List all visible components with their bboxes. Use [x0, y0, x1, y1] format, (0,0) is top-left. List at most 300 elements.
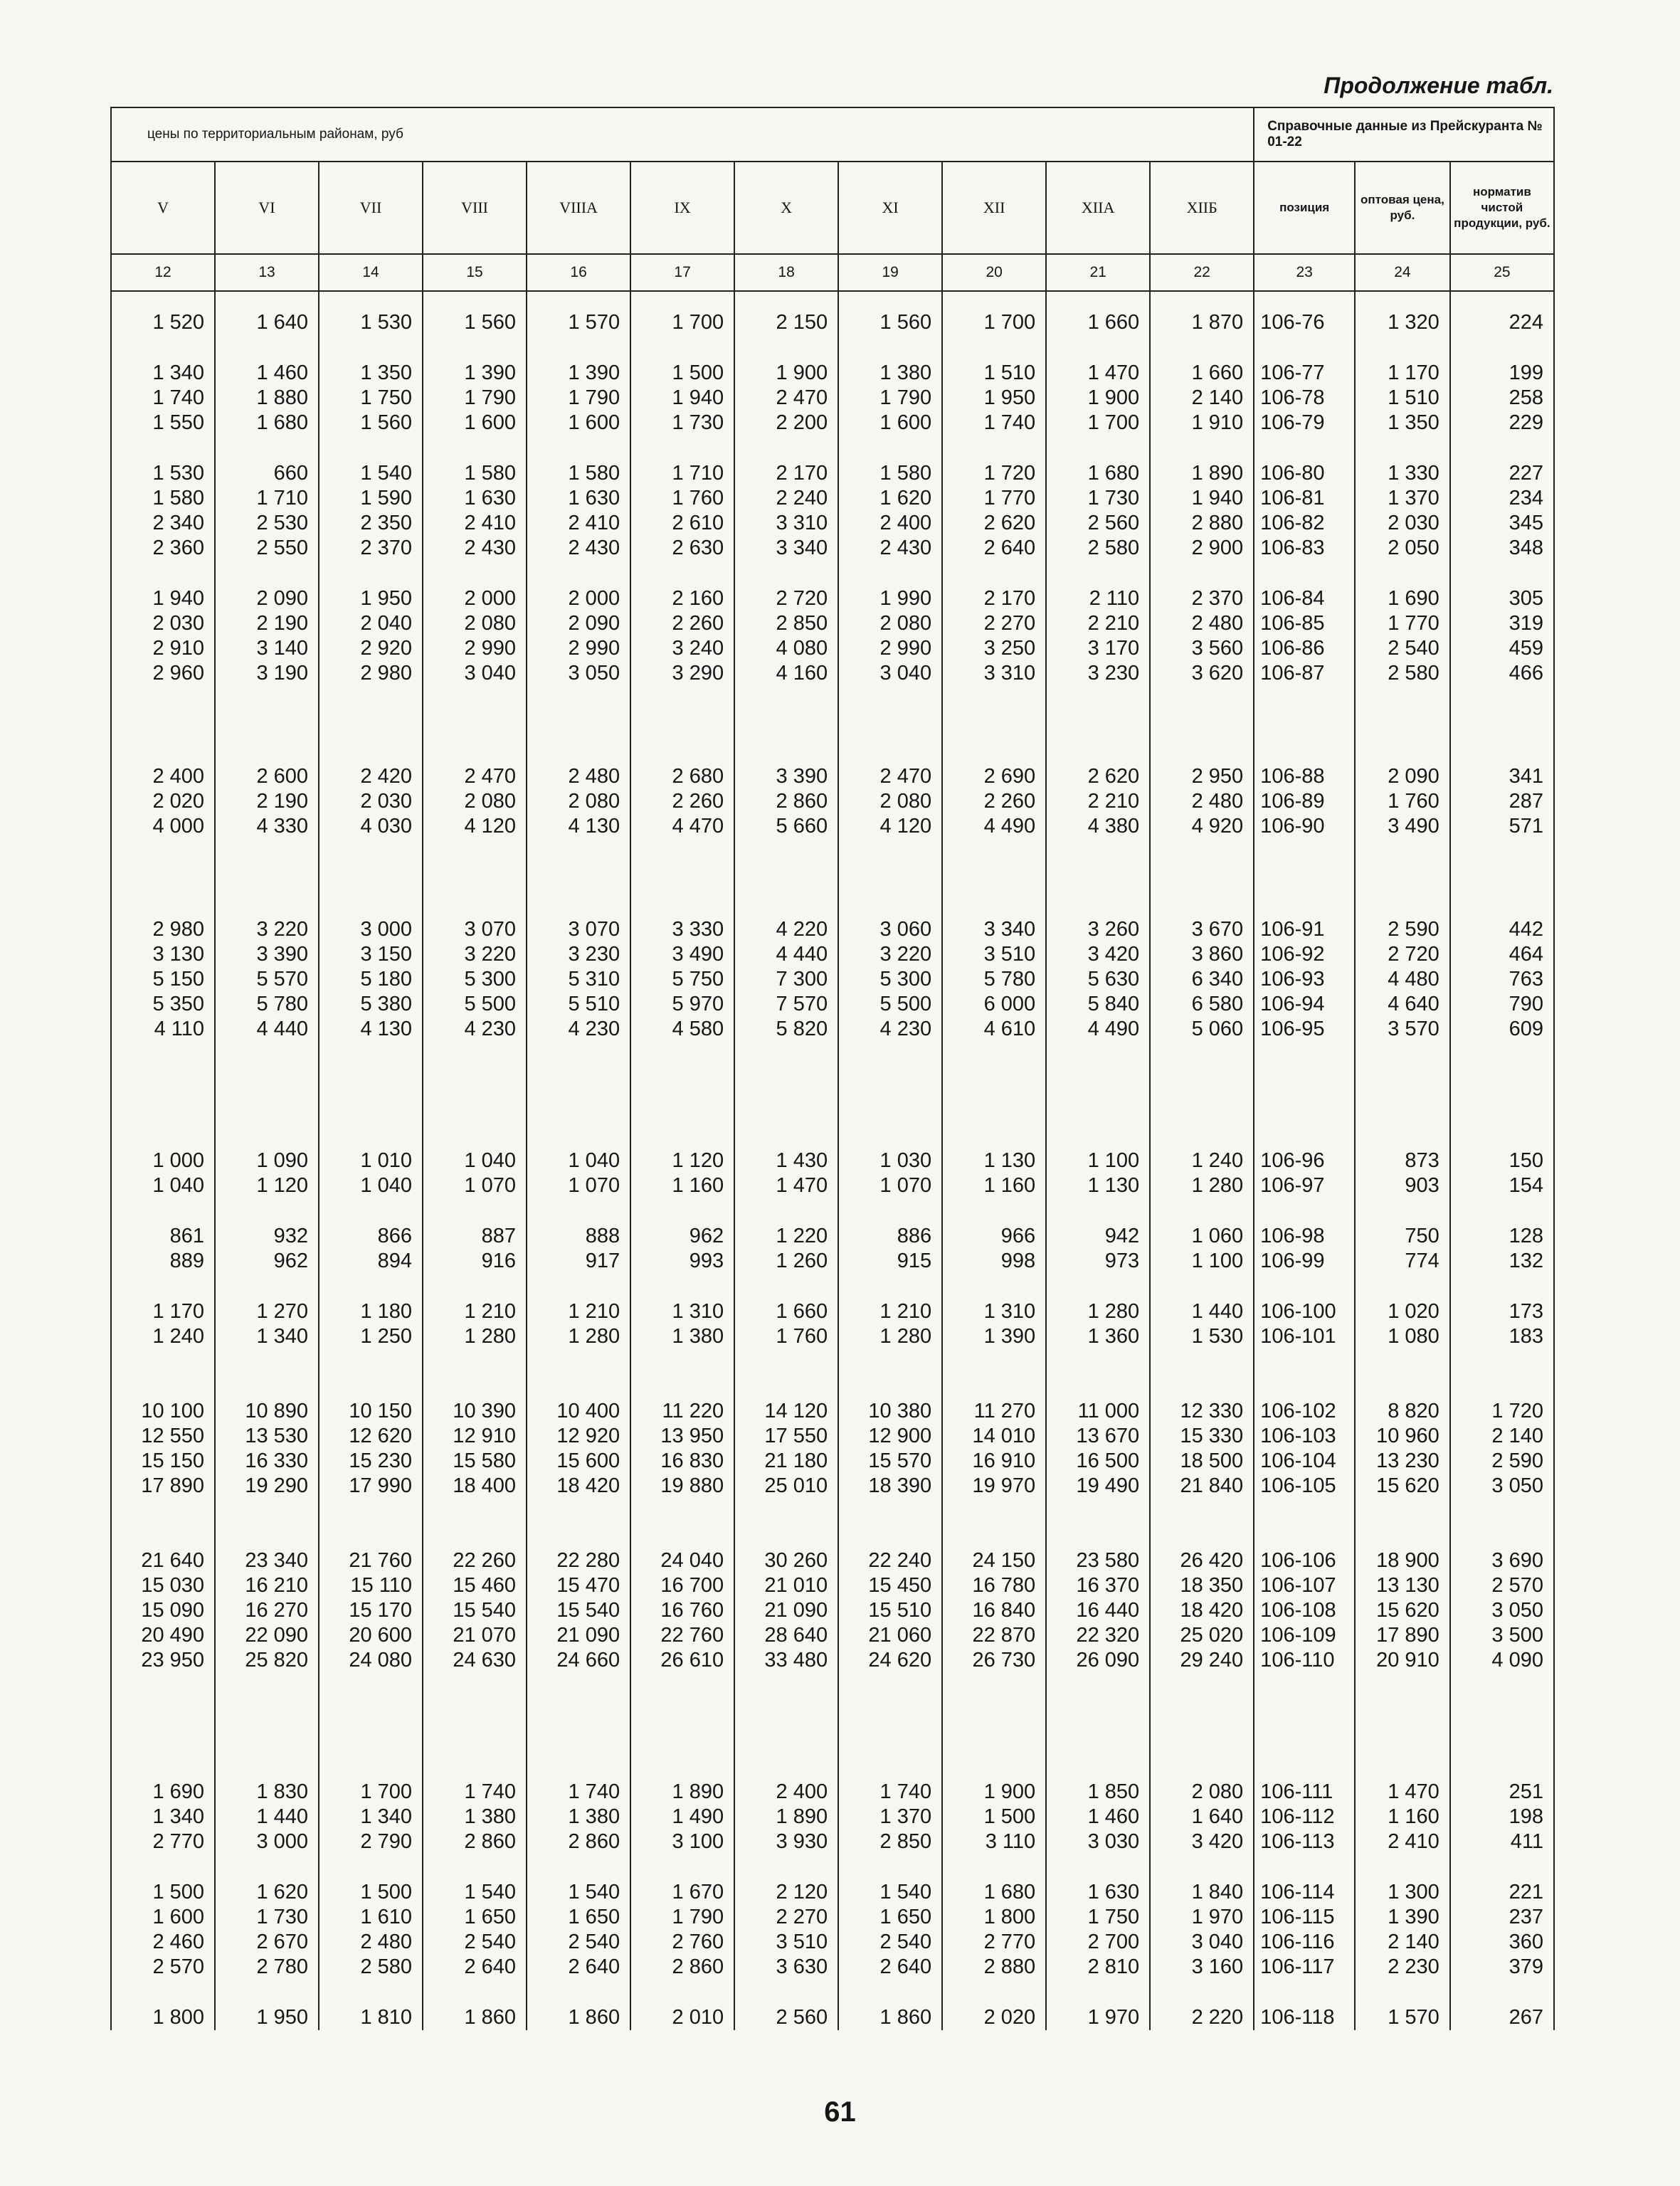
table-cell: 1 970 — [1150, 1905, 1254, 1930]
table-cell: 1 640 — [215, 291, 319, 335]
table-cell: 1 500 — [319, 1854, 423, 1905]
table-cell: 2 470 — [734, 386, 838, 411]
position-cell: 106-84 — [1254, 561, 1355, 611]
table-cell: 16 780 — [942, 1573, 1046, 1598]
table-cell: 1 680 — [942, 1854, 1046, 1905]
table-cell: 16 760 — [630, 1598, 734, 1623]
table-cell: 4 440 — [215, 1017, 319, 1042]
table-cell: 2 640 — [527, 1955, 630, 1980]
table-cell: 1 020 — [1355, 1274, 1450, 1324]
price-table-wrapper — [110, 107, 1555, 2030]
table-cell: 2 560 — [734, 1980, 838, 2030]
table-cell: 21 760 — [319, 1499, 423, 1573]
table-cell: 1 790 — [423, 386, 527, 411]
table-row — [111, 611, 1554, 636]
table-cell: 1 500 — [942, 1805, 1046, 1829]
column-number: 21 — [1046, 254, 1150, 291]
table-cell: 221 — [1450, 1854, 1554, 1905]
table-cell: 4 380 — [1046, 814, 1150, 839]
table-cell: 2 620 — [1046, 686, 1150, 789]
table-cell: 2 370 — [1150, 561, 1254, 611]
table-cell: 6 000 — [942, 992, 1046, 1017]
table-cell: 33 480 — [734, 1648, 838, 1673]
table-cell: 998 — [942, 1249, 1046, 1274]
table-cell: 1 340 — [215, 1324, 319, 1349]
table-cell: 24 150 — [942, 1499, 1046, 1573]
price-table — [110, 107, 1555, 2030]
table-cell: 3 040 — [423, 661, 527, 686]
table-cell: 2 580 — [319, 1955, 423, 1980]
table-cell: 15 540 — [527, 1598, 630, 1623]
table-cell: 1 600 — [423, 411, 527, 435]
table-cell: 2 090 — [215, 561, 319, 611]
table-row — [111, 1042, 1554, 1173]
table-cell: 15 580 — [423, 1449, 527, 1474]
table-cell: 3 140 — [215, 636, 319, 661]
table-cell: 1 380 — [630, 1324, 734, 1349]
table-cell: 3 060 — [838, 839, 942, 942]
table-cell: 4 230 — [838, 1017, 942, 1042]
table-cell: 1 170 — [1355, 335, 1450, 386]
table-cell: 5 510 — [527, 992, 630, 1017]
table-cell: 379 — [1450, 1955, 1554, 1980]
table-cell: 3 050 — [527, 661, 630, 686]
table-cell: 1 730 — [215, 1905, 319, 1930]
table-cell: 1 460 — [1046, 1805, 1150, 1829]
table-cell: 1 850 — [1046, 1673, 1150, 1805]
table-row — [111, 661, 1554, 686]
position-cell: 106-92 — [1254, 942, 1355, 967]
table-cell: 2 080 — [1150, 1673, 1254, 1805]
table-cell: 2 790 — [319, 1829, 423, 1854]
table-cell: 19 880 — [630, 1474, 734, 1499]
table-cell: 2 480 — [319, 1930, 423, 1955]
table-cell: 3 150 — [319, 942, 423, 967]
table-cell: 25 820 — [215, 1648, 319, 1673]
table-cell: 1 740 — [527, 1673, 630, 1805]
table-cell: 3 310 — [942, 661, 1046, 686]
table-cell: 3 170 — [1046, 636, 1150, 661]
table-row — [111, 1980, 1554, 2030]
column-header: X — [734, 162, 838, 254]
table-cell: 6 580 — [1150, 992, 1254, 1017]
table-cell: 1 310 — [942, 1274, 1046, 1324]
table-cell: 2 080 — [838, 611, 942, 636]
table-cell: 15 230 — [319, 1449, 423, 1474]
position-cell: 106-111 — [1254, 1673, 1355, 1805]
table-cell: 1 680 — [1046, 435, 1150, 486]
table-cell: 1 950 — [215, 1980, 319, 2030]
table-cell: 2 920 — [319, 636, 423, 661]
table-cell: 1 270 — [215, 1274, 319, 1324]
table-cell: 1 700 — [319, 1673, 423, 1805]
table-cell: 3 220 — [423, 942, 527, 967]
table-cell: 2 190 — [215, 789, 319, 814]
table-cell: 3 390 — [215, 942, 319, 967]
position-cell: 106-116 — [1254, 1930, 1355, 1955]
table-cell: 154 — [1450, 1173, 1554, 1198]
table-row — [111, 561, 1554, 611]
table-cell: 2 400 — [838, 511, 942, 536]
table-cell: 4 920 — [1150, 814, 1254, 839]
table-cell: 150 — [1450, 1042, 1554, 1173]
table-cell: 22 870 — [942, 1623, 1046, 1648]
table-cell: 22 280 — [527, 1499, 630, 1573]
table-cell: 962 — [215, 1249, 319, 1274]
table-cell: 1 630 — [527, 486, 630, 511]
wholesale-price-column-header: оптовая цена, руб. — [1355, 162, 1450, 254]
table-cell: 2 080 — [423, 611, 527, 636]
table-row — [111, 435, 1554, 486]
table-cell: 11 270 — [942, 1349, 1046, 1424]
table-cell: 2 480 — [1150, 611, 1254, 636]
table-cell: 6 340 — [1150, 967, 1254, 992]
table-cell: 916 — [423, 1249, 527, 1274]
table-cell: 17 890 — [1355, 1623, 1450, 1648]
table-cell: 1 130 — [1046, 1173, 1150, 1198]
table-cell: 3 690 — [1450, 1499, 1554, 1573]
table-cell: 12 330 — [1150, 1349, 1254, 1424]
table-cell: 5 060 — [1150, 1017, 1254, 1042]
position-cell: 106-108 — [1254, 1598, 1355, 1623]
table-cell: 2 610 — [630, 511, 734, 536]
table-cell: 15 620 — [1355, 1598, 1450, 1623]
position-cell: 106-76 — [1254, 291, 1355, 335]
table-cell: 2 880 — [942, 1955, 1046, 1980]
table-cell: 1 470 — [734, 1173, 838, 1198]
table-cell: 24 080 — [319, 1648, 423, 1673]
table-cell: 224 — [1450, 291, 1554, 335]
table-cell: 19 490 — [1046, 1474, 1150, 1499]
column-header: V — [111, 162, 215, 254]
table-cell: 1 460 — [215, 335, 319, 386]
table-cell: 2 670 — [215, 1930, 319, 1955]
table-cell: 1 590 — [319, 486, 423, 511]
table-cell: 894 — [319, 1249, 423, 1274]
table-cell: 3 420 — [1150, 1829, 1254, 1854]
table-cell: 1 310 — [630, 1274, 734, 1324]
position-cell: 106-110 — [1254, 1648, 1355, 1673]
table-cell: 1 540 — [319, 435, 423, 486]
table-cell: 20 910 — [1355, 1648, 1450, 1673]
table-cell: 3 490 — [1355, 814, 1450, 839]
table-cell: 973 — [1046, 1249, 1150, 1274]
column-number: 23 — [1254, 254, 1355, 291]
table-cell: 1 360 — [1046, 1324, 1150, 1349]
table-cell: 1 180 — [319, 1274, 423, 1324]
table-cell: 128 — [1450, 1198, 1554, 1249]
table-cell: 4 230 — [423, 1017, 527, 1042]
table-cell: 1 510 — [942, 335, 1046, 386]
table-cell: 4 330 — [215, 814, 319, 839]
table-cell: 1 580 — [527, 435, 630, 486]
table-cell: 132 — [1450, 1249, 1554, 1274]
table-cell: 2 910 — [111, 636, 215, 661]
table-cell: 2 010 — [630, 1980, 734, 2030]
table-cell: 3 190 — [215, 661, 319, 686]
table-cell: 360 — [1450, 1930, 1554, 1955]
table-cell: 4 120 — [423, 814, 527, 839]
table-cell: 18 420 — [1150, 1598, 1254, 1623]
table-cell: 5 630 — [1046, 967, 1150, 992]
table-cell: 2 880 — [1150, 511, 1254, 536]
table-row — [111, 1017, 1554, 1042]
table-cell: 2 680 — [630, 686, 734, 789]
table-cell: 16 500 — [1046, 1449, 1150, 1474]
column-header: VIII — [423, 162, 527, 254]
table-cell: 2 550 — [215, 536, 319, 561]
table-cell: 2 020 — [942, 1980, 1046, 2030]
table-cell: 5 500 — [838, 992, 942, 1017]
table-cell: 1 900 — [734, 335, 838, 386]
table-cell: 2 480 — [527, 686, 630, 789]
table-cell: 199 — [1450, 335, 1554, 386]
table-cell: 1 210 — [527, 1274, 630, 1324]
table-cell: 5 300 — [838, 967, 942, 992]
position-cell: 106-94 — [1254, 992, 1355, 1017]
table-cell: 3 670 — [1150, 839, 1254, 942]
table-cell: 1 600 — [111, 1905, 215, 1930]
table-cell: 2 690 — [942, 686, 1046, 789]
table-row — [111, 1905, 1554, 1930]
table-cell: 12 620 — [319, 1424, 423, 1449]
table-cell: 1 040 — [111, 1173, 215, 1198]
table-cell: 26 730 — [942, 1648, 1046, 1673]
table-row — [111, 1274, 1554, 1324]
table-cell: 4 120 — [838, 814, 942, 839]
table-cell: 13 530 — [215, 1424, 319, 1449]
table-cell: 4 490 — [942, 814, 1046, 839]
table-cell: 442 — [1450, 839, 1554, 942]
table-row — [111, 686, 1554, 789]
table-cell: 3 420 — [1046, 942, 1150, 967]
table-cell: 1 620 — [215, 1854, 319, 1905]
table-cell: 2 540 — [527, 1930, 630, 1955]
table-cell: 25 020 — [1150, 1623, 1254, 1648]
table-cell: 2 860 — [630, 1955, 734, 1980]
table-cell: 17 990 — [319, 1474, 423, 1499]
table-cell: 1 680 — [215, 411, 319, 435]
table-cell: 15 600 — [527, 1449, 630, 1474]
table-cell: 5 840 — [1046, 992, 1150, 1017]
table-cell: 4 580 — [630, 1017, 734, 1042]
table-cell: 1 730 — [1046, 486, 1150, 511]
position-cell: 106-96 — [1254, 1042, 1355, 1173]
table-row — [111, 386, 1554, 411]
table-row — [111, 1173, 1554, 1198]
table-cell: 889 — [111, 1249, 215, 1274]
table-cell: 3 930 — [734, 1829, 838, 1854]
column-header: XIIA — [1046, 162, 1150, 254]
table-cell: 4 480 — [1355, 967, 1450, 992]
table-cell: 2 990 — [527, 636, 630, 661]
table-cell: 1 300 — [1355, 1854, 1450, 1905]
table-cell: 15 170 — [319, 1598, 423, 1623]
table-cell: 609 — [1450, 1017, 1554, 1042]
table-cell: 3 490 — [630, 942, 734, 967]
position-cell: 106-79 — [1254, 411, 1355, 435]
table-cell: 17 550 — [734, 1424, 838, 1449]
table-cell: 5 750 — [630, 967, 734, 992]
position-cell: 106-114 — [1254, 1854, 1355, 1905]
position-cell: 106-86 — [1254, 636, 1355, 661]
table-cell: 2 590 — [1355, 839, 1450, 942]
position-cell: 106-80 — [1254, 435, 1355, 486]
table-cell: 466 — [1450, 661, 1554, 686]
table-cell: 10 400 — [527, 1349, 630, 1424]
column-header: VII — [319, 162, 423, 254]
table-cell: 1 570 — [1355, 1980, 1450, 2030]
table-cell: 2 230 — [1355, 1955, 1450, 1980]
table-cell: 2 260 — [942, 789, 1046, 814]
table-cell: 942 — [1046, 1198, 1150, 1249]
table-cell: 2 430 — [527, 536, 630, 561]
table-cell: 18 390 — [838, 1474, 942, 1499]
table-cell: 19 290 — [215, 1474, 319, 1499]
table-cell: 2 080 — [423, 789, 527, 814]
table-cell: 234 — [1450, 486, 1554, 511]
table-cell: 1 830 — [215, 1673, 319, 1805]
table-cell: 1 430 — [734, 1042, 838, 1173]
table-cell: 3 110 — [942, 1829, 1046, 1854]
position-cell: 106-97 — [1254, 1173, 1355, 1198]
table-cell: 1 890 — [630, 1673, 734, 1805]
table-cell: 1 070 — [838, 1173, 942, 1198]
table-cell: 1 040 — [527, 1042, 630, 1173]
position-cell: 106-82 — [1254, 511, 1355, 536]
table-cell: 1 650 — [838, 1905, 942, 1930]
column-number: 17 — [630, 254, 734, 291]
table-cell: 1 530 — [111, 435, 215, 486]
table-row — [111, 1930, 1554, 1955]
column-number: 24 — [1355, 254, 1450, 291]
table-cell: 571 — [1450, 814, 1554, 839]
table-cell: 1 530 — [1150, 1324, 1254, 1349]
table-cell: 4 440 — [734, 942, 838, 967]
table-cell: 2 210 — [1046, 789, 1150, 814]
position-cell: 106-100 — [1254, 1274, 1355, 1324]
table-cell: 1 160 — [942, 1173, 1046, 1198]
table-cell: 1 760 — [734, 1324, 838, 1349]
region-prices-group-header: цены по территориальным районам, руб — [111, 107, 1254, 162]
table-cell: 2 050 — [1355, 536, 1450, 561]
table-cell: 18 350 — [1150, 1573, 1254, 1598]
table-cell: 5 570 — [215, 967, 319, 992]
column-number: 22 — [1150, 254, 1254, 291]
table-cell: 22 260 — [423, 1499, 527, 1573]
table-cell: 866 — [319, 1198, 423, 1249]
table-cell: 4 000 — [111, 814, 215, 839]
table-row — [111, 291, 1554, 335]
table-cell: 903 — [1355, 1173, 1450, 1198]
table-cell: 1 240 — [1150, 1042, 1254, 1173]
table-row — [111, 1449, 1554, 1474]
table-row — [111, 942, 1554, 967]
table-cell: 962 — [630, 1198, 734, 1249]
table-cell: 1 840 — [1150, 1854, 1254, 1905]
table-cell: 2 540 — [423, 1930, 527, 1955]
table-cell: 11 000 — [1046, 1349, 1150, 1424]
table-cell: 26 420 — [1150, 1499, 1254, 1573]
table-cell: 1 900 — [1046, 386, 1150, 411]
table-cell: 5 180 — [319, 967, 423, 992]
table-cell: 1 000 — [111, 1042, 215, 1173]
table-cell: 3 560 — [1150, 636, 1254, 661]
table-cell: 2 190 — [215, 611, 319, 636]
table-row — [111, 789, 1554, 814]
table-cell: 1 470 — [1355, 1673, 1450, 1805]
table-cell: 4 610 — [942, 1017, 1046, 1042]
position-cell: 106-77 — [1254, 335, 1355, 386]
table-cell: 1 080 — [1355, 1324, 1450, 1349]
table-row — [111, 1474, 1554, 1499]
table-cell: 1 790 — [838, 386, 942, 411]
table-cell: 1 350 — [319, 335, 423, 386]
position-cell: 106-103 — [1254, 1424, 1355, 1449]
table-cell: 21 010 — [734, 1573, 838, 1598]
table-cell: 15 620 — [1355, 1474, 1450, 1499]
table-cell: 2 980 — [319, 661, 423, 686]
table-cell: 2 470 — [838, 686, 942, 789]
table-cell: 3 040 — [1150, 1930, 1254, 1955]
table-cell: 1 030 — [838, 1042, 942, 1173]
table-cell: 16 270 — [215, 1598, 319, 1623]
table-row — [111, 1499, 1554, 1573]
table-row — [111, 1955, 1554, 1980]
table-cell: 1 390 — [1355, 1905, 1450, 1930]
table-cell: 24 630 — [423, 1648, 527, 1673]
table-cell: 341 — [1450, 686, 1554, 789]
column-number: 16 — [527, 254, 630, 291]
table-cell: 3 050 — [1450, 1598, 1554, 1623]
table-cell: 14 010 — [942, 1424, 1046, 1449]
table-cell: 2 140 — [1355, 1930, 1450, 1955]
table-cell: 1 120 — [630, 1042, 734, 1173]
table-cell: 861 — [111, 1198, 215, 1249]
table-cell: 4 470 — [630, 814, 734, 839]
table-cell: 932 — [215, 1198, 319, 1249]
position-column-header: позиция — [1254, 162, 1355, 254]
table-cell: 22 090 — [215, 1623, 319, 1648]
table-cell: 7 300 — [734, 967, 838, 992]
table-cell: 2 460 — [111, 1930, 215, 1955]
table-cell: 2 560 — [1046, 511, 1150, 536]
table-cell: 1 580 — [423, 435, 527, 486]
table-cell: 1 740 — [111, 386, 215, 411]
table-cell: 1 160 — [1355, 1805, 1450, 1829]
table-cell: 2 240 — [734, 486, 838, 511]
table-cell: 24 040 — [630, 1499, 734, 1573]
table-cell: 993 — [630, 1249, 734, 1274]
table-row — [111, 1673, 1554, 1805]
table-cell: 2 600 — [215, 686, 319, 789]
table-cell: 1 710 — [215, 486, 319, 511]
table-cell: 305 — [1450, 561, 1554, 611]
table-cell: 459 — [1450, 636, 1554, 661]
table-cell: 3 290 — [630, 661, 734, 686]
table-cell: 2 850 — [734, 611, 838, 636]
table-cell: 16 210 — [215, 1573, 319, 1598]
table-cell: 1 970 — [1046, 1980, 1150, 2030]
table-cell: 16 330 — [215, 1449, 319, 1474]
table-cell: 2 270 — [734, 1905, 838, 1930]
table-cell: 1 070 — [423, 1173, 527, 1198]
column-number: 18 — [734, 254, 838, 291]
position-cell: 106-105 — [1254, 1474, 1355, 1499]
table-cell: 917 — [527, 1249, 630, 1274]
table-cell: 2 340 — [111, 511, 215, 536]
table-cell: 3 000 — [215, 1829, 319, 1854]
